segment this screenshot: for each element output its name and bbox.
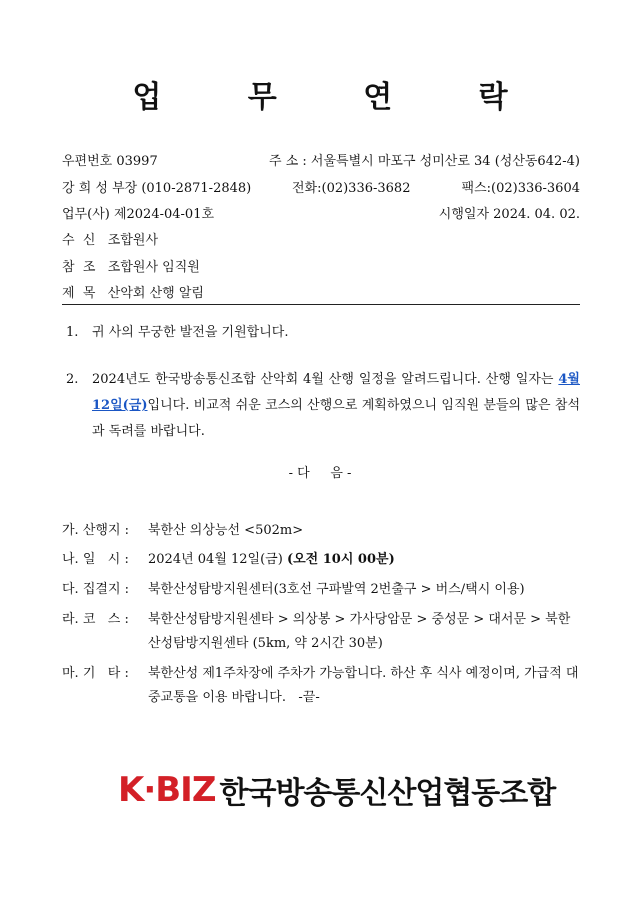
reference: 참 조 조합원사 임직원 xyxy=(62,260,200,275)
detail-key: 나. 일 시 : xyxy=(62,552,129,567)
contact-row xyxy=(62,177,580,195)
detail-value-bold: (오전 10시 00분) xyxy=(286,552,395,567)
highlight-date: 4월 12일(금) xyxy=(92,372,580,413)
detail-item xyxy=(62,519,582,543)
detail-key: 다. 집결지 : xyxy=(62,582,130,597)
phone: 전화:(02)336-3682 xyxy=(292,181,411,196)
organization-name: 한국방송통신산업협동조합 xyxy=(219,776,556,811)
detail-item xyxy=(62,548,582,572)
detail-key: 마. 기 타 : xyxy=(62,666,129,681)
detail-value-text: 2024년 04월 12일(금) xyxy=(148,552,287,567)
detail-key: 라. 코 스 : xyxy=(62,612,129,627)
contact-person: 강 희 성 부장 (010-2871-2848) xyxy=(62,181,252,196)
paragraph-2-text-a: 2024년도 한국방송통신조합 산악회 4월 산행 일정을 알려드립니다. 산행 일자는 xyxy=(92,372,559,387)
header-divider xyxy=(62,304,580,305)
detail-value: 북한산성탐방지원센타 > 의상봉 > 가사당암문 > 중성문 > 대서문 > 북한산성탐방지원센타 (5km, 약 2시간 30분) xyxy=(148,612,571,651)
detail-value: 북한산 의상능선 <502m> xyxy=(148,523,304,538)
recipient-row xyxy=(62,229,580,247)
paragraph-2-text xyxy=(92,367,580,445)
detail-value: 북한산성탐방지원센터(3호선 구파발역 2번출구 > 버스/택시 이용) xyxy=(148,582,525,597)
paragraph-1 xyxy=(66,320,580,346)
detail-item xyxy=(62,662,582,710)
paragraph-1-number: 1. xyxy=(66,325,79,340)
subject-row xyxy=(62,282,580,300)
kbiz-logo-mark: K·BIZ xyxy=(118,770,216,810)
issue-date: 시행일자 2024. 04. 02. xyxy=(438,207,580,222)
reference-row xyxy=(62,256,580,274)
address: 주 소 : 서울특별시 마포구 성미산로 34 (성산동642-4) xyxy=(269,154,580,169)
document-title: 업 무 연 락 xyxy=(132,80,546,115)
detail-item xyxy=(62,578,582,602)
fax: 팩스:(02)336-3604 xyxy=(461,181,580,196)
recipient: 수 신 조합원사 xyxy=(62,233,159,248)
notice-heading: - 다 음 - xyxy=(288,466,352,481)
detail-item xyxy=(62,608,582,656)
detail-key: 가. 산행지 : xyxy=(62,523,130,538)
paragraph-2-text-b: 입니다. 비교적 쉬운 코스의 산행으로 계획하였으니 임직원 분들의 많은 참석과 독려를 바랍니다. xyxy=(92,398,580,439)
organization-logo xyxy=(118,770,555,810)
doc-number: 업무(사) 제2024-04-01호 xyxy=(62,207,215,222)
detail-value: 북한산성 제1주차장에 주차가 가능합니다. 하산 후 식사 예정이며, 가급적 대중교통을 이용 바랍니다. -끝- xyxy=(148,666,579,705)
paragraph-2-number: 2. xyxy=(66,372,79,387)
postal-address-row xyxy=(62,150,580,168)
postal-code: 우편번호 03997 xyxy=(62,154,158,169)
paragraph-1-text: 귀 사의 무궁한 발전을 기원합니다. xyxy=(92,325,289,340)
detail-value xyxy=(148,548,582,572)
subject: 제 목 산악회 산행 알림 xyxy=(62,286,204,301)
doc-number-row xyxy=(62,203,580,221)
paragraph-2 xyxy=(66,367,580,445)
